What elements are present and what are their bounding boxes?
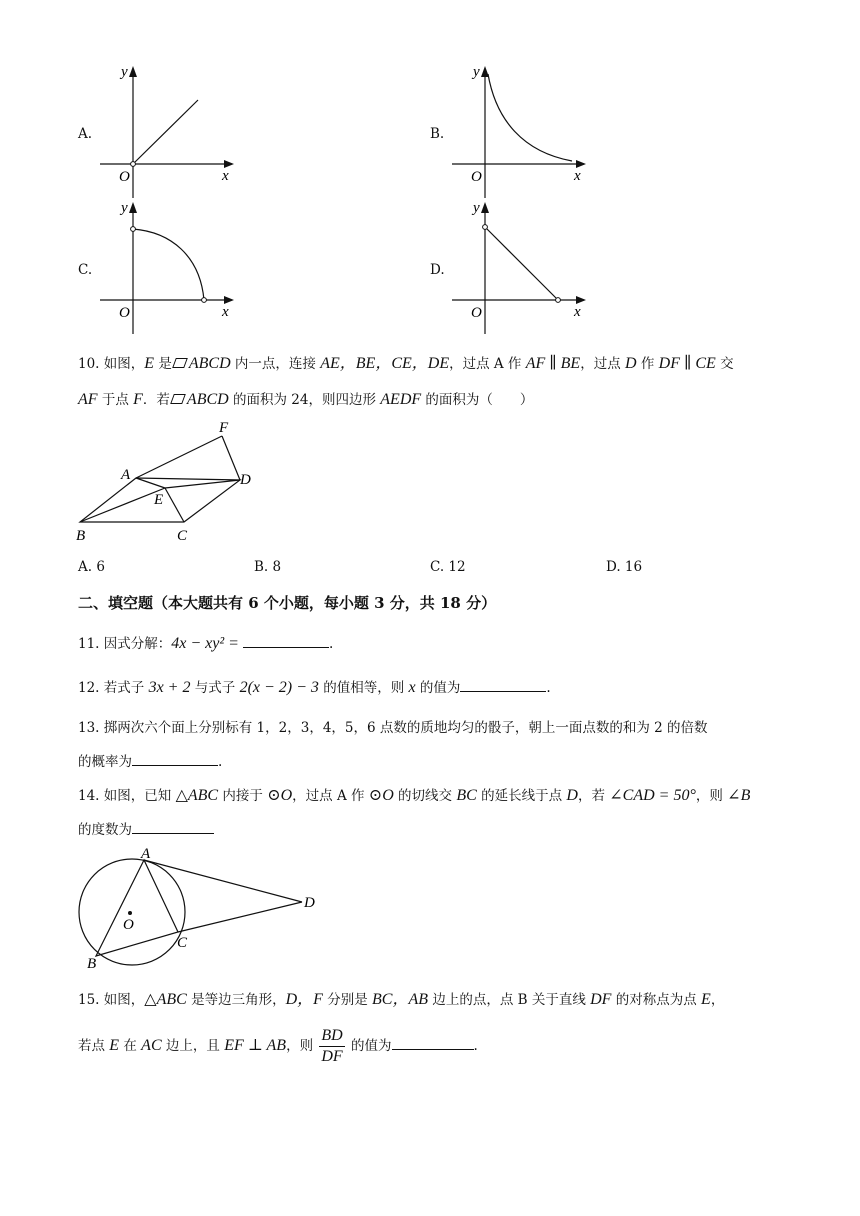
origin-label: O — [471, 169, 482, 185]
point-d-label: D — [240, 472, 251, 488]
answer-blank[interactable] — [243, 635, 329, 648]
axis-y-label: y — [121, 64, 128, 80]
point-a-label: A — [141, 846, 151, 862]
q15-line2: 若点 E 在 AC 边上，且 EF ⊥ AB，则 $\frac{BD}{DF}$ 的值为 . — [78, 1027, 478, 1065]
fraction-bd-df: $\frac{BD}{DF}$ — [321, 1027, 343, 1065]
point-b-label: B — [87, 956, 97, 972]
axis-y-label: y — [473, 64, 480, 80]
point-e-label: E — [154, 492, 164, 508]
point-f-label: F — [219, 420, 229, 436]
parallelogram-icon — [172, 358, 188, 368]
origin-label: O — [119, 169, 130, 185]
axis-x-label: x — [574, 168, 581, 184]
option-b-graph — [448, 60, 598, 200]
option-a-graph — [96, 60, 246, 200]
point-a-label: A — [121, 467, 131, 483]
axis-x-label: x — [222, 304, 229, 320]
q14-figure — [72, 840, 332, 976]
option-a-label: A. — [78, 126, 93, 142]
q14-line2: 的度数为 — [78, 818, 214, 838]
q15-line1: 15. 如图，△ABC 是等边三角形，D，F 分别是 BC，AB 边上的点，点 B 关于直线 DF 的对称点为点 E， — [78, 991, 725, 1008]
q10-figure — [72, 418, 272, 548]
q13-line2: 的概率为 . — [78, 754, 223, 770]
q11: 11. 因式分解：4x − xy² = . — [78, 635, 334, 652]
origin-label: O — [119, 305, 130, 321]
option-d-graph — [448, 196, 598, 336]
answer-blank[interactable] — [132, 821, 214, 834]
parallelogram-icon — [170, 394, 186, 404]
q10-choice-b[interactable]: B. 8 — [254, 559, 282, 575]
q10-choice-a[interactable]: A. 6 — [78, 559, 105, 575]
answer-blank[interactable] — [132, 753, 218, 766]
q10-choice-d[interactable]: D. 16 — [606, 559, 643, 575]
point-o-label: O — [123, 917, 134, 933]
option-c-label: C. — [78, 262, 93, 278]
q13-line1: 13. 掷两次六个面上分别标有 1，2，3，4，5，6 点数的质地均匀的骰子，朝上一面点数的和为 2 的倍数 — [78, 720, 708, 736]
option-b-label: B. — [430, 126, 445, 142]
q10-choice-c[interactable]: C. 12 — [430, 559, 466, 575]
q10-line1: 10. 如图，E 是 ABCD 内一点，连接 AE，BE，CE，DE，过点 A 作 AF ∥ BE，过点 D 作 DF ∥ CE 交 — [78, 355, 734, 372]
axis-y-label: y — [473, 200, 480, 216]
q14-line1: 14. 如图，已知 △ABC 内接于 ⊙O，过点 A 作 ⊙O 的切线交 BC 的延长线于点 D，若 ∠CAD = 50°，则 ∠B — [78, 787, 751, 804]
point-c-label: C — [177, 935, 188, 951]
option-d-label: D. — [430, 262, 445, 278]
axis-x-label: x — [222, 168, 229, 184]
origin-label: O — [471, 305, 482, 321]
q10-line2: AF 于点 F．若 ABCD 的面积为 24，则四边形 AEDF 的面积为（ ） — [78, 391, 534, 408]
axis-x-label: x — [574, 304, 581, 320]
answer-blank[interactable] — [392, 1037, 474, 1050]
point-c-label: C — [177, 528, 188, 544]
option-c-graph — [96, 196, 246, 336]
q12: 12. 若式子 3x + 2 与式子 2(x − 2) − 3 的值相等，则 x 的值为 . — [78, 679, 551, 696]
section-title: 二、填空题（本大题共有 6 个小题，每小题 3 分，共 18 分） — [78, 594, 497, 612]
point-b-label: B — [76, 528, 86, 544]
answer-blank[interactable] — [460, 679, 546, 692]
axis-y-label: y — [121, 200, 128, 216]
point-d-label: D — [304, 895, 315, 911]
